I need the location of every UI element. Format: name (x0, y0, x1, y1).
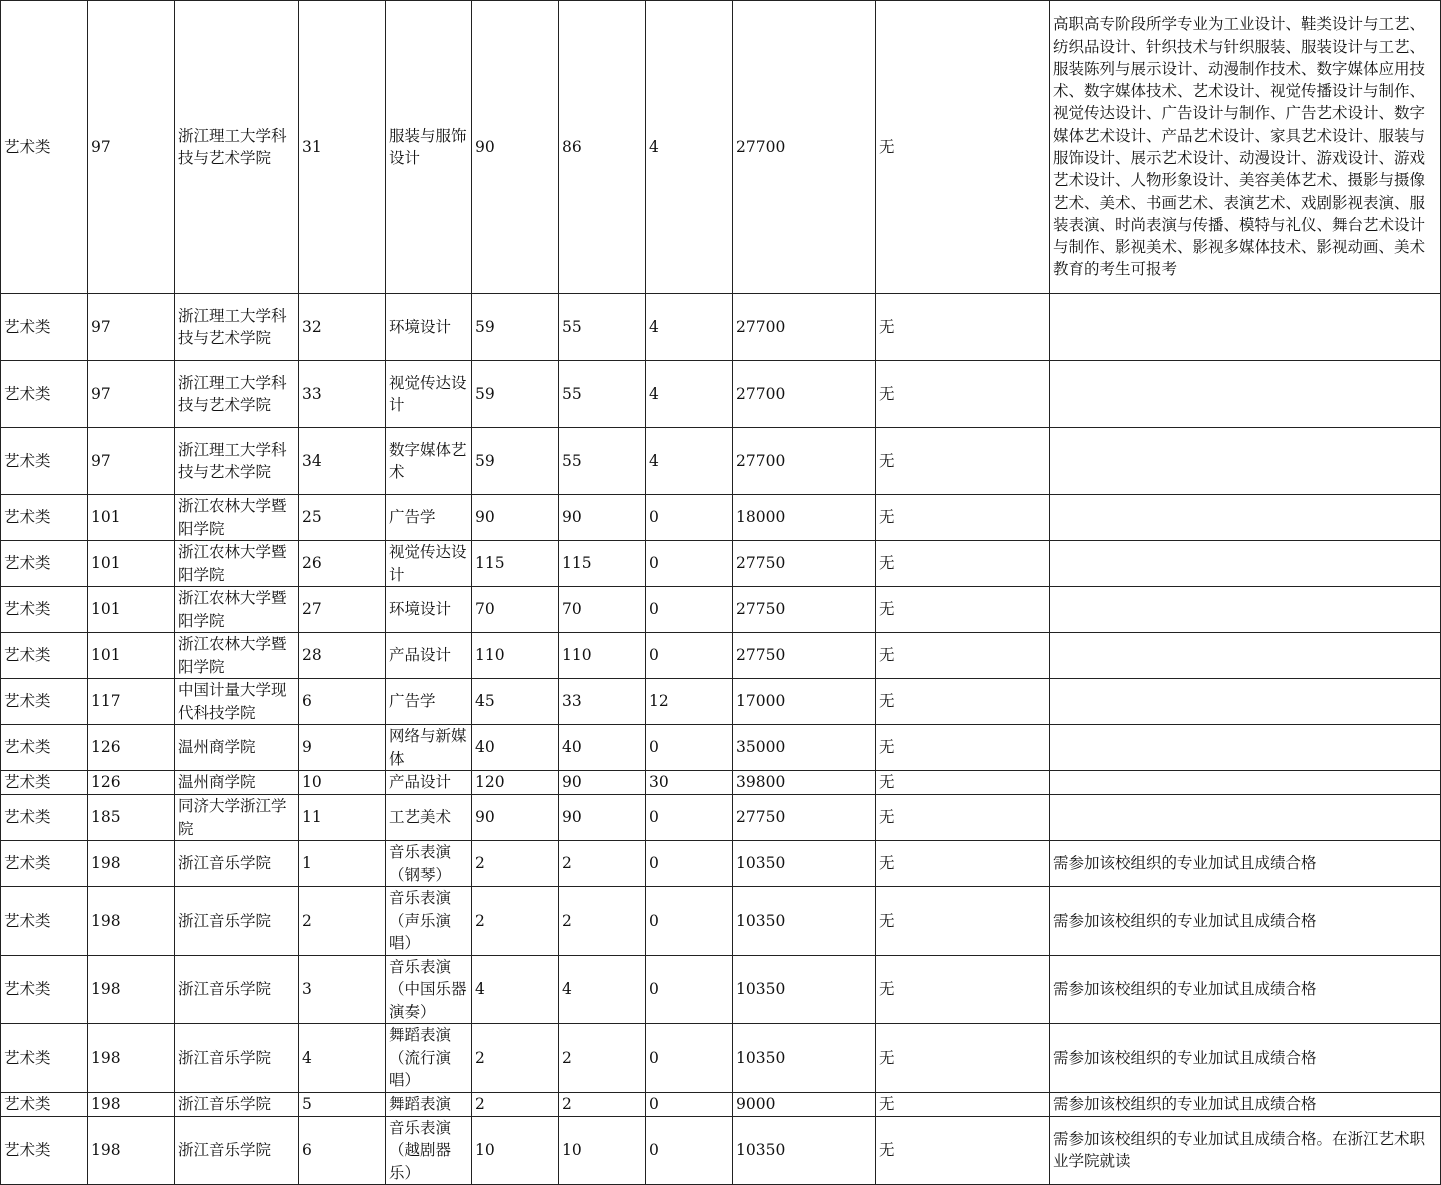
plan-b-cell: 4 (646, 428, 733, 495)
tuition-cell: 9000 (733, 1092, 876, 1116)
requirement-cell: 无 (876, 633, 1050, 679)
remark-cell (1050, 495, 1441, 541)
table-body (1, 1, 1441, 1185)
category-cell: 艺术类 (1, 495, 88, 541)
table-row (1, 1024, 1441, 1093)
major-name-cell: 产品设计 (386, 771, 472, 795)
major-code-cell: 2 (299, 887, 386, 956)
requirement-cell: 无 (876, 841, 1050, 887)
requirement-cell: 无 (876, 587, 1050, 633)
school-code-cell: 185 (88, 795, 175, 841)
plan-a-cell: 55 (559, 294, 646, 361)
plan-a-cell: 86 (559, 1, 646, 294)
school-name-cell: 浙江理工大学科技与艺术学院 (175, 1, 299, 294)
table-row (1, 361, 1441, 428)
plan-b-cell: 30 (646, 771, 733, 795)
remark-cell: 需参加该校组织的专业加试且成绩合格 (1050, 1092, 1441, 1116)
category-cell: 艺术类 (1, 587, 88, 633)
major-name-cell: 环境设计 (386, 294, 472, 361)
plan-a-cell: 55 (559, 428, 646, 495)
requirement-cell: 无 (876, 428, 1050, 495)
requirement-cell: 无 (876, 1116, 1050, 1185)
plan-a-cell: 33 (559, 679, 646, 725)
remark-cell: 需参加该校组织的专业加试且成绩合格 (1050, 1024, 1441, 1093)
plan-total-cell: 59 (472, 428, 559, 495)
table-row (1, 841, 1441, 887)
school-code-cell: 126 (88, 771, 175, 795)
major-code-cell: 27 (299, 587, 386, 633)
school-code-cell: 97 (88, 294, 175, 361)
remark-cell (1050, 633, 1441, 679)
major-code-cell: 11 (299, 795, 386, 841)
plan-b-cell: 0 (646, 725, 733, 771)
table-row (1, 679, 1441, 725)
requirement-cell: 无 (876, 679, 1050, 725)
remark-cell: 需参加该校组织的专业加试且成绩合格 (1050, 841, 1441, 887)
major-name-cell: 产品设计 (386, 633, 472, 679)
remark-cell: 需参加该校组织的专业加试且成绩合格。在浙江艺术职业学院就读 (1050, 1116, 1441, 1185)
table-row (1, 294, 1441, 361)
plan-total-cell: 40 (472, 725, 559, 771)
requirement-cell: 无 (876, 725, 1050, 771)
major-code-cell: 28 (299, 633, 386, 679)
tuition-cell: 10350 (733, 1024, 876, 1093)
tuition-cell: 10350 (733, 887, 876, 956)
plan-total-cell: 90 (472, 495, 559, 541)
plan-total-cell: 110 (472, 633, 559, 679)
plan-total-cell: 90 (472, 1, 559, 294)
school-name-cell: 浙江音乐学院 (175, 887, 299, 956)
tuition-cell: 27700 (733, 294, 876, 361)
plan-b-cell: 0 (646, 495, 733, 541)
plan-b-cell: 0 (646, 841, 733, 887)
remark-cell: 高职高专阶段所学专业为工业设计、鞋类设计与工艺、纺织品设计、针织技术与针织服装、服装设计与工艺、服装陈列与展示设计、动漫制作技术、数字媒体应用技术、数字媒体技术、艺术设计、视觉传播设计与制作、视觉传达设计、广告设计与制作、广告艺术设计、数字媒体艺术设计、产品艺术设计、家具艺术设计、服装与服饰设计、展示艺术设计、动漫设计、游戏设计、游戏艺术设计、人物形象设计、美容美体艺术、摄影与摄像艺术、美术、书画艺术、表演艺术、戏剧影视表演、服装表演、时尚表演与传播、模特与礼仪、舞台艺术设计与制作、影视美术、影视多媒体技术、影视动画、美术教育的考生可报考 (1050, 1, 1441, 294)
major-name-cell: 音乐表演（钢琴） (386, 841, 472, 887)
table-row (1, 795, 1441, 841)
requirement-cell: 无 (876, 1024, 1050, 1093)
major-code-cell: 25 (299, 495, 386, 541)
school-name-cell: 浙江音乐学院 (175, 1092, 299, 1116)
school-name-cell: 浙江农林大学暨阳学院 (175, 495, 299, 541)
table-row (1, 495, 1441, 541)
table-row (1, 887, 1441, 956)
plan-a-cell: 2 (559, 887, 646, 956)
major-name-cell: 音乐表演（声乐演唱） (386, 887, 472, 956)
remark-cell (1050, 294, 1441, 361)
plan-total-cell: 120 (472, 771, 559, 795)
category-cell: 艺术类 (1, 541, 88, 587)
major-name-cell: 服装与服饰设计 (386, 1, 472, 294)
requirement-cell: 无 (876, 1092, 1050, 1116)
major-code-cell: 4 (299, 1024, 386, 1093)
major-code-cell: 1 (299, 841, 386, 887)
plan-b-cell: 4 (646, 294, 733, 361)
table-row (1, 1116, 1441, 1185)
table-row (1, 1, 1441, 294)
plan-b-cell: 0 (646, 955, 733, 1024)
major-code-cell: 34 (299, 428, 386, 495)
major-code-cell: 3 (299, 955, 386, 1024)
requirement-cell: 无 (876, 955, 1050, 1024)
category-cell: 艺术类 (1, 633, 88, 679)
school-name-cell: 浙江音乐学院 (175, 1024, 299, 1093)
major-code-cell: 6 (299, 1116, 386, 1185)
requirement-cell: 无 (876, 361, 1050, 428)
plan-b-cell: 0 (646, 1116, 733, 1185)
plan-total-cell: 70 (472, 587, 559, 633)
plan-a-cell: 2 (559, 1092, 646, 1116)
school-name-cell: 浙江农林大学暨阳学院 (175, 541, 299, 587)
school-code-cell: 198 (88, 1116, 175, 1185)
plan-b-cell: 0 (646, 587, 733, 633)
plan-total-cell: 2 (472, 887, 559, 956)
tuition-cell: 10350 (733, 955, 876, 1024)
plan-a-cell: 40 (559, 725, 646, 771)
plan-total-cell: 10 (472, 1116, 559, 1185)
plan-total-cell: 45 (472, 679, 559, 725)
requirement-cell: 无 (876, 294, 1050, 361)
school-name-cell: 浙江音乐学院 (175, 1116, 299, 1185)
tuition-cell: 27700 (733, 1, 876, 294)
major-name-cell: 广告学 (386, 679, 472, 725)
requirement-cell: 无 (876, 887, 1050, 956)
major-code-cell: 33 (299, 361, 386, 428)
remark-cell: 需参加该校组织的专业加试且成绩合格 (1050, 955, 1441, 1024)
school-name-cell: 同济大学浙江学院 (175, 795, 299, 841)
tuition-cell: 18000 (733, 495, 876, 541)
major-code-cell: 5 (299, 1092, 386, 1116)
category-cell: 艺术类 (1, 679, 88, 725)
school-code-cell: 97 (88, 428, 175, 495)
tuition-cell: 27700 (733, 428, 876, 495)
school-code-cell: 126 (88, 725, 175, 771)
plan-b-cell: 0 (646, 887, 733, 956)
school-name-cell: 温州商学院 (175, 771, 299, 795)
remark-cell (1050, 541, 1441, 587)
table-row (1, 633, 1441, 679)
major-name-cell: 舞蹈表演 (386, 1092, 472, 1116)
tuition-cell: 10350 (733, 841, 876, 887)
school-code-cell: 198 (88, 841, 175, 887)
major-code-cell: 6 (299, 679, 386, 725)
plan-a-cell: 70 (559, 587, 646, 633)
remark-cell (1050, 679, 1441, 725)
plan-b-cell: 0 (646, 1092, 733, 1116)
plan-total-cell: 115 (472, 541, 559, 587)
plan-total-cell: 2 (472, 1092, 559, 1116)
category-cell: 艺术类 (1, 887, 88, 956)
plan-total-cell: 90 (472, 795, 559, 841)
school-code-cell: 198 (88, 1092, 175, 1116)
plan-b-cell: 12 (646, 679, 733, 725)
table-row (1, 955, 1441, 1024)
school-code-cell: 101 (88, 633, 175, 679)
school-name-cell: 中国计量大学现代科技学院 (175, 679, 299, 725)
major-name-cell: 工艺美术 (386, 795, 472, 841)
school-code-cell: 198 (88, 887, 175, 956)
remark-cell (1050, 725, 1441, 771)
school-name-cell: 浙江音乐学院 (175, 841, 299, 887)
major-name-cell: 音乐表演（中国乐器演奏） (386, 955, 472, 1024)
major-code-cell: 32 (299, 294, 386, 361)
category-cell: 艺术类 (1, 841, 88, 887)
tuition-cell: 10350 (733, 1116, 876, 1185)
table-row (1, 428, 1441, 495)
school-code-cell: 117 (88, 679, 175, 725)
school-code-cell: 198 (88, 1024, 175, 1093)
table-row (1, 1092, 1441, 1116)
school-code-cell: 97 (88, 361, 175, 428)
requirement-cell: 无 (876, 795, 1050, 841)
plan-a-cell: 115 (559, 541, 646, 587)
remark-cell (1050, 428, 1441, 495)
category-cell: 艺术类 (1, 361, 88, 428)
category-cell: 艺术类 (1, 428, 88, 495)
requirement-cell: 无 (876, 771, 1050, 795)
plan-a-cell: 55 (559, 361, 646, 428)
plan-a-cell: 2 (559, 841, 646, 887)
plan-a-cell: 90 (559, 495, 646, 541)
plan-a-cell: 10 (559, 1116, 646, 1185)
plan-a-cell: 2 (559, 1024, 646, 1093)
school-code-cell: 198 (88, 955, 175, 1024)
school-name-cell: 浙江理工大学科技与艺术学院 (175, 428, 299, 495)
tuition-cell: 27750 (733, 587, 876, 633)
school-name-cell: 浙江农林大学暨阳学院 (175, 587, 299, 633)
requirement-cell: 无 (876, 541, 1050, 587)
category-cell: 艺术类 (1, 294, 88, 361)
plan-b-cell: 4 (646, 1, 733, 294)
plan-a-cell: 90 (559, 795, 646, 841)
major-name-cell: 视觉传达设计 (386, 541, 472, 587)
tuition-cell: 27750 (733, 795, 876, 841)
remark-cell (1050, 771, 1441, 795)
tuition-cell: 39800 (733, 771, 876, 795)
category-cell: 艺术类 (1, 1, 88, 294)
plan-a-cell: 90 (559, 771, 646, 795)
plan-b-cell: 0 (646, 633, 733, 679)
table-row (1, 587, 1441, 633)
plan-a-cell: 4 (559, 955, 646, 1024)
plan-total-cell: 2 (472, 1024, 559, 1093)
school-code-cell: 101 (88, 587, 175, 633)
major-name-cell: 广告学 (386, 495, 472, 541)
plan-b-cell: 0 (646, 1024, 733, 1093)
tuition-cell: 35000 (733, 725, 876, 771)
school-code-cell: 101 (88, 495, 175, 541)
school-code-cell: 101 (88, 541, 175, 587)
plan-total-cell: 59 (472, 361, 559, 428)
major-name-cell: 舞蹈表演（流行演唱） (386, 1024, 472, 1093)
plan-b-cell: 0 (646, 541, 733, 587)
major-name-cell: 音乐表演（越剧器乐） (386, 1116, 472, 1185)
tuition-cell: 27700 (733, 361, 876, 428)
major-code-cell: 26 (299, 541, 386, 587)
major-name-cell: 网络与新媒体 (386, 725, 472, 771)
major-name-cell: 环境设计 (386, 587, 472, 633)
plan-total-cell: 4 (472, 955, 559, 1024)
major-code-cell: 10 (299, 771, 386, 795)
remark-cell (1050, 795, 1441, 841)
category-cell: 艺术类 (1, 1116, 88, 1185)
plan-a-cell: 110 (559, 633, 646, 679)
remark-cell (1050, 361, 1441, 428)
requirement-cell: 无 (876, 1, 1050, 294)
school-name-cell: 浙江农林大学暨阳学院 (175, 633, 299, 679)
table-row (1, 725, 1441, 771)
major-code-cell: 9 (299, 725, 386, 771)
category-cell: 艺术类 (1, 1024, 88, 1093)
tuition-cell: 27750 (733, 541, 876, 587)
category-cell: 艺术类 (1, 1092, 88, 1116)
tuition-cell: 27750 (733, 633, 876, 679)
plan-b-cell: 0 (646, 795, 733, 841)
remark-cell (1050, 587, 1441, 633)
major-name-cell: 视觉传达设计 (386, 361, 472, 428)
school-name-cell: 浙江理工大学科技与艺术学院 (175, 361, 299, 428)
plan-b-cell: 4 (646, 361, 733, 428)
tuition-cell: 17000 (733, 679, 876, 725)
category-cell: 艺术类 (1, 795, 88, 841)
plan-total-cell: 59 (472, 294, 559, 361)
requirement-cell: 无 (876, 495, 1050, 541)
table-row (1, 771, 1441, 795)
school-name-cell: 温州商学院 (175, 725, 299, 771)
school-code-cell: 97 (88, 1, 175, 294)
table-row (1, 541, 1441, 587)
major-code-cell: 31 (299, 1, 386, 294)
category-cell: 艺术类 (1, 725, 88, 771)
plan-total-cell: 2 (472, 841, 559, 887)
major-name-cell: 数字媒体艺术 (386, 428, 472, 495)
category-cell: 艺术类 (1, 771, 88, 795)
category-cell: 艺术类 (1, 955, 88, 1024)
remark-cell: 需参加该校组织的专业加试且成绩合格 (1050, 887, 1441, 956)
school-name-cell: 浙江理工大学科技与艺术学院 (175, 294, 299, 361)
school-name-cell: 浙江音乐学院 (175, 955, 299, 1024)
